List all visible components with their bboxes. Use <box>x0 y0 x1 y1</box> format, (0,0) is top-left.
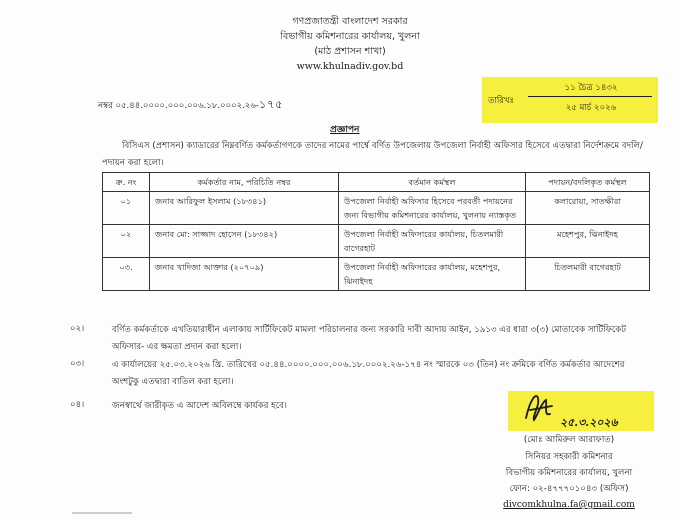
paragraph-number: ০২। <box>70 324 85 334</box>
cell-serial: ০২ <box>103 225 150 258</box>
table-row <box>103 225 650 258</box>
posting-table <box>102 172 650 291</box>
table-header-row <box>103 173 650 192</box>
cell-serial: ০১ <box>103 192 150 225</box>
memo-prefix: নম্বর ০৫.৪৪.০০০০.০০০.০০৬.১৮.০০০২.২৬- <box>98 101 259 111</box>
cell-new-post: মহেশপুর, ঝিনাইদহ <box>526 225 650 258</box>
header-current-post: বর্তমান কর্মস্থল <box>339 173 526 192</box>
cell-new-post: চিতলমারী বাগেরহাট <box>526 258 650 291</box>
government-name: গণপ্রজাতন্ত্রী বাংলাদেশ সরকার <box>292 16 408 27</box>
signatory-email[interactable]: divcomkhulna.fa@gmail.com <box>503 500 635 510</box>
signatory-designation: সিনিয়র সহকারী কমিশনার <box>525 452 613 462</box>
date-english: ২৫ মার্চ ২০২৬ <box>565 103 617 113</box>
intro-paragraph: বিসিএস (প্রশাসন) ক্যাডারের নিম্নবর্ণিত কর্মকর্তাগণকে তাদের নামের পার্শ্বে বর্ণিত উপজেলায় উপজেলা নির্বাহী অফিসার হিসেবে এতদ্বারা নির্দেশক্রমে বদলি/পদায়ন করা হলো। <box>102 141 643 168</box>
date-bangla: ১১ চৈত্র ১৪৩২ <box>564 83 618 93</box>
signature-mark <box>520 388 560 428</box>
header-new-post: পদায়ন/বদলিকৃত কর্মস্থল <box>526 173 650 192</box>
date-label: তারিখঃ <box>488 96 515 106</box>
signatory-phone: ফোন: ০২-৪৭৭৭০১০৪৩ (অফিস) <box>509 484 629 494</box>
cell-serial: ০৩. <box>103 258 150 291</box>
signature-date: ২৫.৩.২০২৬ <box>560 416 618 429</box>
paragraph-text: জনস্বার্থে জারীকৃত এ আদেশ অবিলম্বে কার্যকর হবে। <box>112 401 288 411</box>
memo-handwritten-number: ১৭৫ <box>258 98 284 111</box>
header-officer: কর্মকর্তার নাম, পরিচিতি নম্বর <box>150 173 339 192</box>
cell-current-post: উপজেলা নির্বাহী অফিসারের কার্যালয়, চিতলমারী বাগেরহাট <box>339 225 526 258</box>
signatory-name: (মোঃ আমিরুল আরাফাত) <box>523 435 615 445</box>
date-divider <box>528 96 652 97</box>
paragraph-text: বর্ণিত কর্মকর্তাকে এখতিয়ারাধীন এলাকায় সার্টিফিকেট মামলা পরিচালনার জন্য সরকারি দাবী আদায় আইন, ১৯১৩ এর ধারা ৩(৩) মোতাবেক সার্টিফিকেট অফিসার- এর ক্ষমতা প্রদান করা হলো। <box>112 325 627 352</box>
cell-officer: জনাব খাদিজা আক্তার (২০৭০৯) <box>150 258 339 291</box>
cell-current-post: উপজেলা নির্বাহী অফিসারের কার্যালয়, মহেশপুর, ঝিনাইদহ <box>339 258 526 291</box>
cell-current-post: উপজেলা নির্বাহী অফিসার হিসেবে পরবর্তী পদায়নের জন্য বিভাগীয় কমিশনারের কার্যালয়, খুলনায় ন্যাস্তকৃত <box>339 192 526 225</box>
document-title: প্রজ্ঞাপন <box>330 125 360 135</box>
branch-name: (মাঠ প্রশাসন শাখা) <box>314 46 386 57</box>
header-serial: ক্র. নং <box>103 173 150 192</box>
cell-officer: জনাব মো: সাজ্জাদ হোসেন (১৮৩৪২) <box>150 225 339 258</box>
signatory-office: বিভাগীয় কমিশনারের কার্যালয়, খুলনা <box>505 468 633 478</box>
memo-number <box>98 96 283 115</box>
paragraph-number: ০৪। <box>70 400 85 410</box>
paragraph-number: ০৩। <box>70 359 85 369</box>
paragraph-text: এ কার্যালয়ের ২৫.০৩.২০২৬ খ্রি. তারিখের ০৫.৪৪.০০০০.০০০.০০৬.১৮.০০০২.২৬-১৭৪ নং স্মারকে ০৩ (তিন) নং ক্রমিকে বর্ণিত কর্মকর্তার আদেশের অংশটুকু এতদ্বারা বাতিল করা হলো। <box>112 360 625 387</box>
cell-new-post: কলারোয়া, সাতক্ষীরা <box>526 192 650 225</box>
scan-smudge <box>72 512 132 514</box>
table-row <box>103 258 650 291</box>
table-row <box>103 192 650 225</box>
website-link[interactable]: www.khulnadiv.gov.bd <box>296 61 404 72</box>
cell-officer: জনাব আরিফুল ইসলাম (১৮৩৪১) <box>150 192 339 225</box>
office-name: বিভাগীয় কমিশনারের কার্যালয়, খুলনা <box>280 31 420 42</box>
letterhead <box>250 14 450 74</box>
